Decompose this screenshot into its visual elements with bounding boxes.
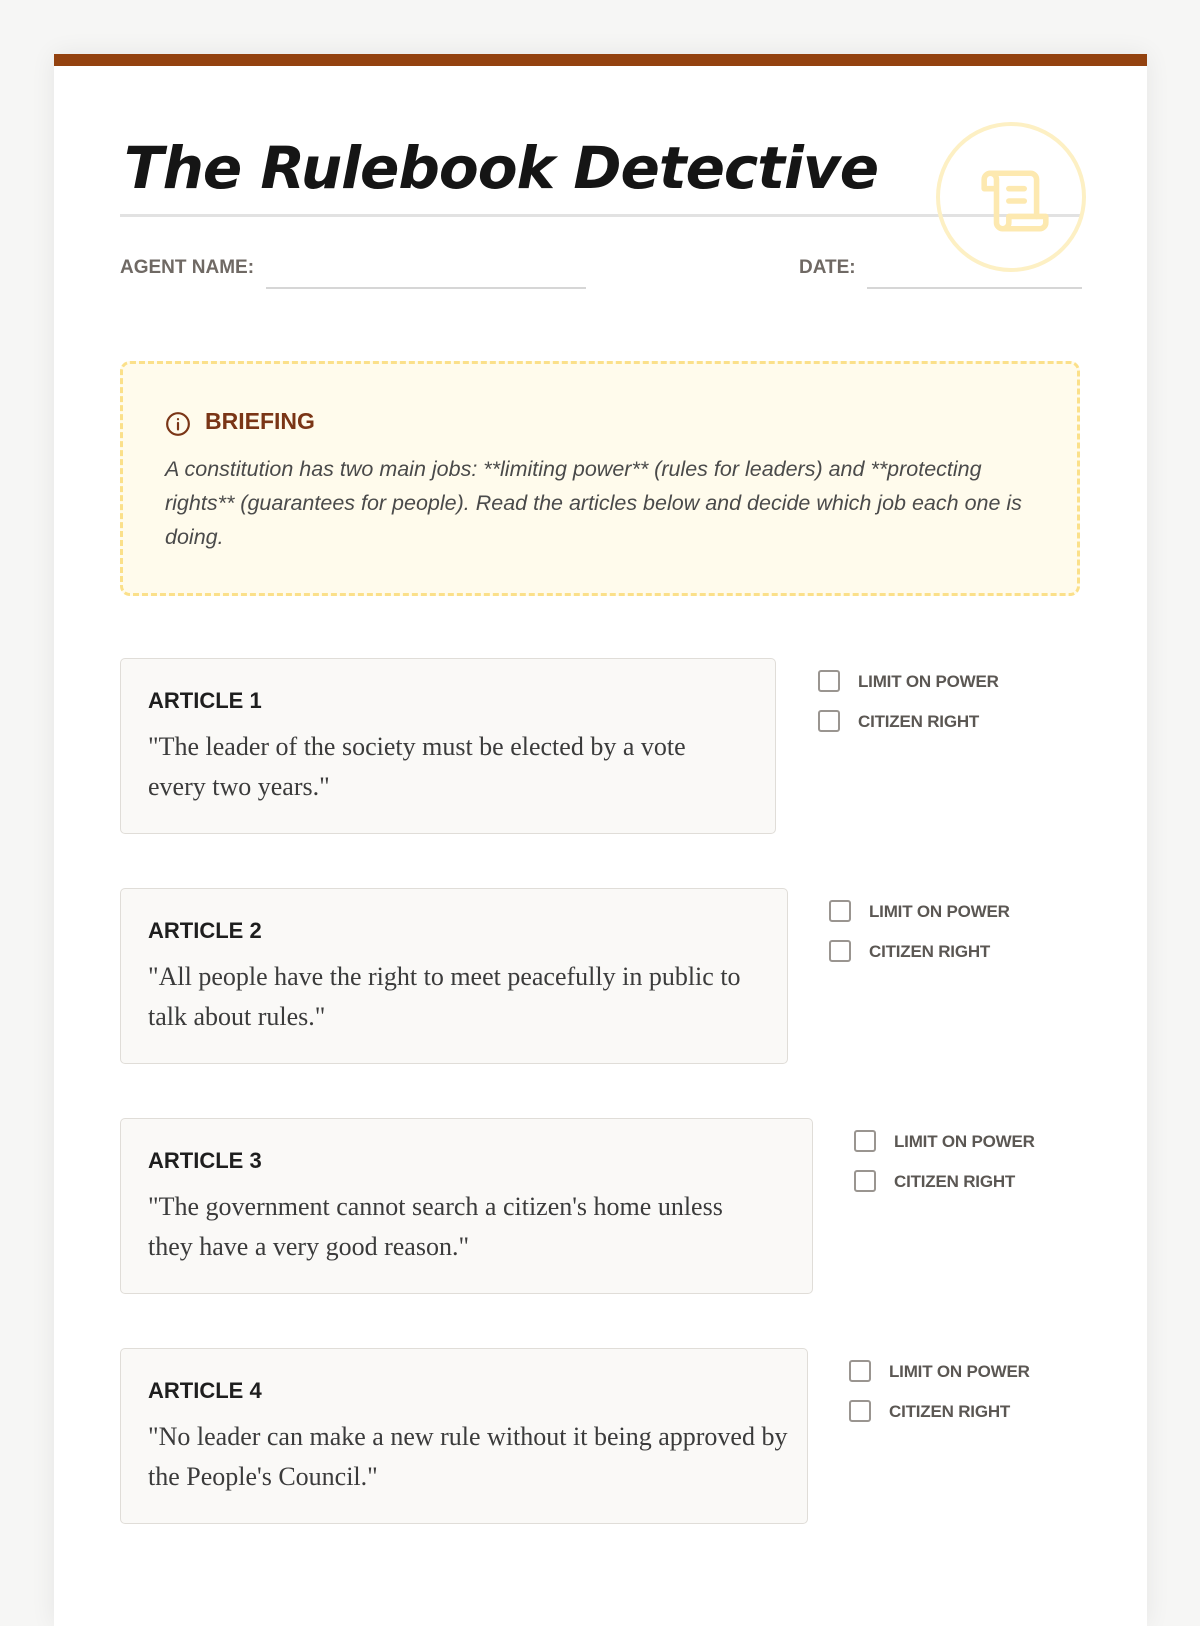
limit-on-power-checkbox[interactable] bbox=[849, 1360, 871, 1382]
briefing-box bbox=[120, 361, 1080, 596]
option-label: CITIZEN RIGHT bbox=[858, 712, 980, 731]
date-field[interactable] bbox=[867, 287, 1082, 289]
citizen-right-checkbox[interactable] bbox=[818, 710, 840, 732]
option-label: CITIZEN RIGHT bbox=[869, 942, 991, 961]
article-text: "All people have the right to meet peacefully in public to talk about rules." bbox=[148, 962, 741, 1031]
worksheet bbox=[54, 54, 1147, 1626]
article-title: ARTICLE 1 bbox=[148, 688, 262, 713]
option-label: LIMIT ON POWER bbox=[889, 1362, 1030, 1381]
option-label: CITIZEN RIGHT bbox=[889, 1402, 1011, 1421]
article-text: "The leader of the society must be elected by a vote every two years." bbox=[148, 732, 686, 801]
article-title: ARTICLE 3 bbox=[148, 1148, 262, 1173]
article-title: ARTICLE 2 bbox=[148, 918, 262, 943]
option-label: LIMIT ON POWER bbox=[894, 1132, 1035, 1151]
article-card bbox=[120, 1118, 813, 1294]
article-text: "The government cannot search a citizen's home unless they have a very good reason." bbox=[148, 1192, 723, 1261]
option-label: LIMIT ON POWER bbox=[869, 902, 1010, 921]
option-label: LIMIT ON POWER bbox=[858, 672, 999, 691]
briefing-title: BRIEFING bbox=[205, 408, 315, 434]
scroll-icon bbox=[978, 164, 1052, 238]
citizen-right-checkbox[interactable] bbox=[854, 1170, 876, 1192]
date-label: DATE: bbox=[799, 257, 856, 278]
limit-on-power-checkbox[interactable] bbox=[818, 670, 840, 692]
seal-badge bbox=[936, 122, 1086, 272]
option-label: CITIZEN RIGHT bbox=[894, 1172, 1016, 1191]
briefing-text: A constitution has two main jobs: **limiting power** (rules for leaders) and **protecting rights** (guarantees for people). Read the articles below and decide which job each one is doing. bbox=[165, 457, 1022, 549]
limit-on-power-checkbox[interactable] bbox=[854, 1130, 876, 1152]
article-card bbox=[120, 888, 788, 1064]
agent-name-field[interactable] bbox=[266, 287, 586, 289]
citizen-right-checkbox[interactable] bbox=[829, 940, 851, 962]
info-icon bbox=[165, 411, 191, 437]
article-card bbox=[120, 1348, 808, 1524]
article-title: ARTICLE 4 bbox=[148, 1378, 262, 1403]
agent-name-label: AGENT NAME: bbox=[120, 257, 255, 278]
article-text: "No leader can make a new rule without it being approved by the People's Council." bbox=[148, 1422, 788, 1491]
page-title: The Rulebook Detective bbox=[124, 134, 879, 202]
article-card bbox=[120, 658, 776, 834]
citizen-right-checkbox[interactable] bbox=[849, 1400, 871, 1422]
limit-on-power-checkbox[interactable] bbox=[829, 900, 851, 922]
